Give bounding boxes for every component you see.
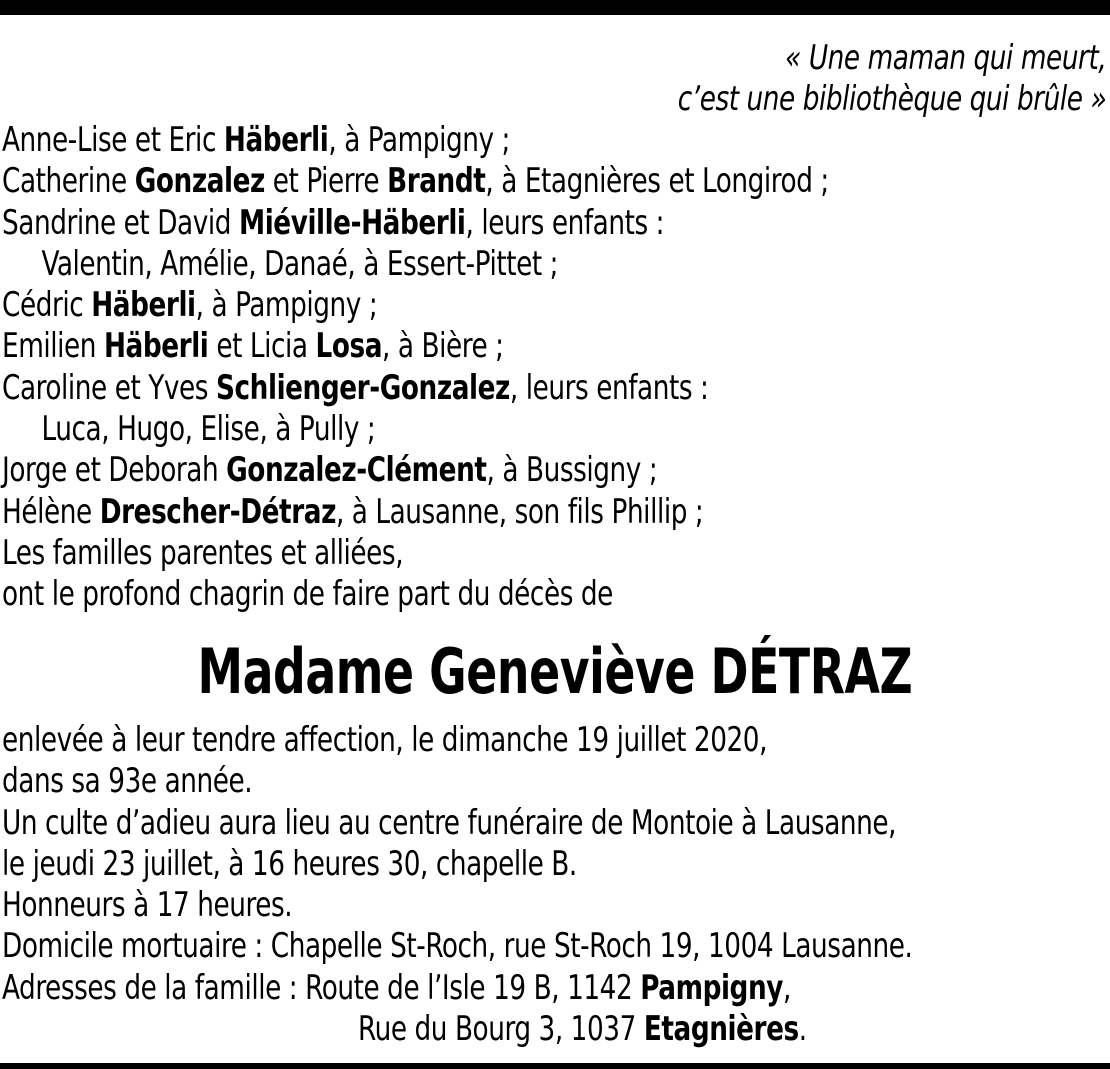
family-text: , à Bière ; [382,326,504,367]
top-rule [0,0,1110,15]
family-line [2,450,829,491]
family-children-line: Valentin, Amélie, Danaé, à Essert-Pittet ; [41,243,559,284]
family-line [2,203,829,244]
family-text: Catherine [2,161,135,202]
address-text: Adresses de la famille : Route de l’Isle 19 B, 1142 [2,967,641,1008]
family-text: Caroline et Yves [2,367,217,408]
address-text: Rue du Bourg 3, 1037 [358,1009,644,1050]
family-surname: Häberli [223,120,329,160]
family-text: , à Etagnières et Longirod ; [485,161,829,202]
family-text: Hélène [2,491,100,532]
family-surname: Gonzalez [134,161,265,202]
family-text: , à Pampigny ; [328,120,510,160]
quote-line-1: « Une maman qui meurt, [784,38,1106,78]
bottom-rule [0,1063,1110,1069]
family-text: Sandrine et David [2,202,239,243]
family-children-line: Luca, Hugo, Elise, à Pully ; [41,409,376,450]
family-line [2,120,829,161]
family-surname: Gonzalez-Clément [226,450,487,491]
details-line: Honneurs à 17 heures. [2,885,293,926]
family-text: , à Pampigny ; [195,285,378,326]
family-line [2,161,829,202]
family-address-1 [2,968,912,1009]
family-text: , leurs enfants : [465,202,665,243]
announcement-line: ont le profond chagrin de faire part du décès de [2,574,613,615]
family-text: et Licia [208,326,316,367]
details-line: le jeudi 23 juillet, à 16 heures 30, chapelle B. [2,843,577,884]
relatives-line: Les familles parentes et alliées, [2,532,404,573]
address-locality: Etagnières [643,1009,799,1050]
family-text: et Pierre [264,161,388,202]
family-text: Cédric [2,285,92,326]
family-text: Emilien [2,326,104,367]
family-line [2,326,829,367]
details-line: Un culte d’adieu aura lieu au centre funéraire de Montoie à Lausanne, [2,802,897,843]
family-text: , à Bussigny ; [486,450,658,491]
family-text: Anne-Lise et Eric [2,120,224,160]
family-address-2 [2,1009,912,1050]
details-line: Domicile mortuaire : Chapelle St-Roch, rue St-Roch 19, 1004 Lausanne. [2,926,913,967]
service-details [2,720,912,1050]
family-surname: Drescher-Détraz [99,491,336,532]
details-line: enlevée à leur tendre affection, le dimanche 19 juillet 2020, [2,720,768,760]
family-list [2,120,829,616]
family-line [2,368,829,409]
family-line [2,285,829,326]
deceased-name: Madame Geneviève DÉTRAZ [197,635,913,708]
family-surname: Häberli [103,326,209,367]
family-surname: Miéville-Häberli [238,202,466,243]
family-surname: Brandt [387,161,486,202]
quote-line-2: c’est une bibliothèque qui brûle » [677,79,1106,119]
details-line: dans sa 93e année. [2,761,253,802]
epigraph-quote [678,38,1106,120]
family-surname: Häberli [91,285,196,326]
family-surname: Schlienger-Gonzalez [216,367,510,408]
address-text: , [782,967,791,1008]
family-line [2,492,829,533]
address-locality: Pampigny [640,967,783,1008]
deceased-name-heading [0,632,1110,712]
family-text: Jorge et Deborah [2,450,227,491]
family-text: , leurs enfants : [509,367,709,408]
address-text: . [798,1009,807,1050]
family-surname: Losa [315,326,383,367]
family-text: , à Lausanne, son fils Phillip ; [335,491,704,532]
